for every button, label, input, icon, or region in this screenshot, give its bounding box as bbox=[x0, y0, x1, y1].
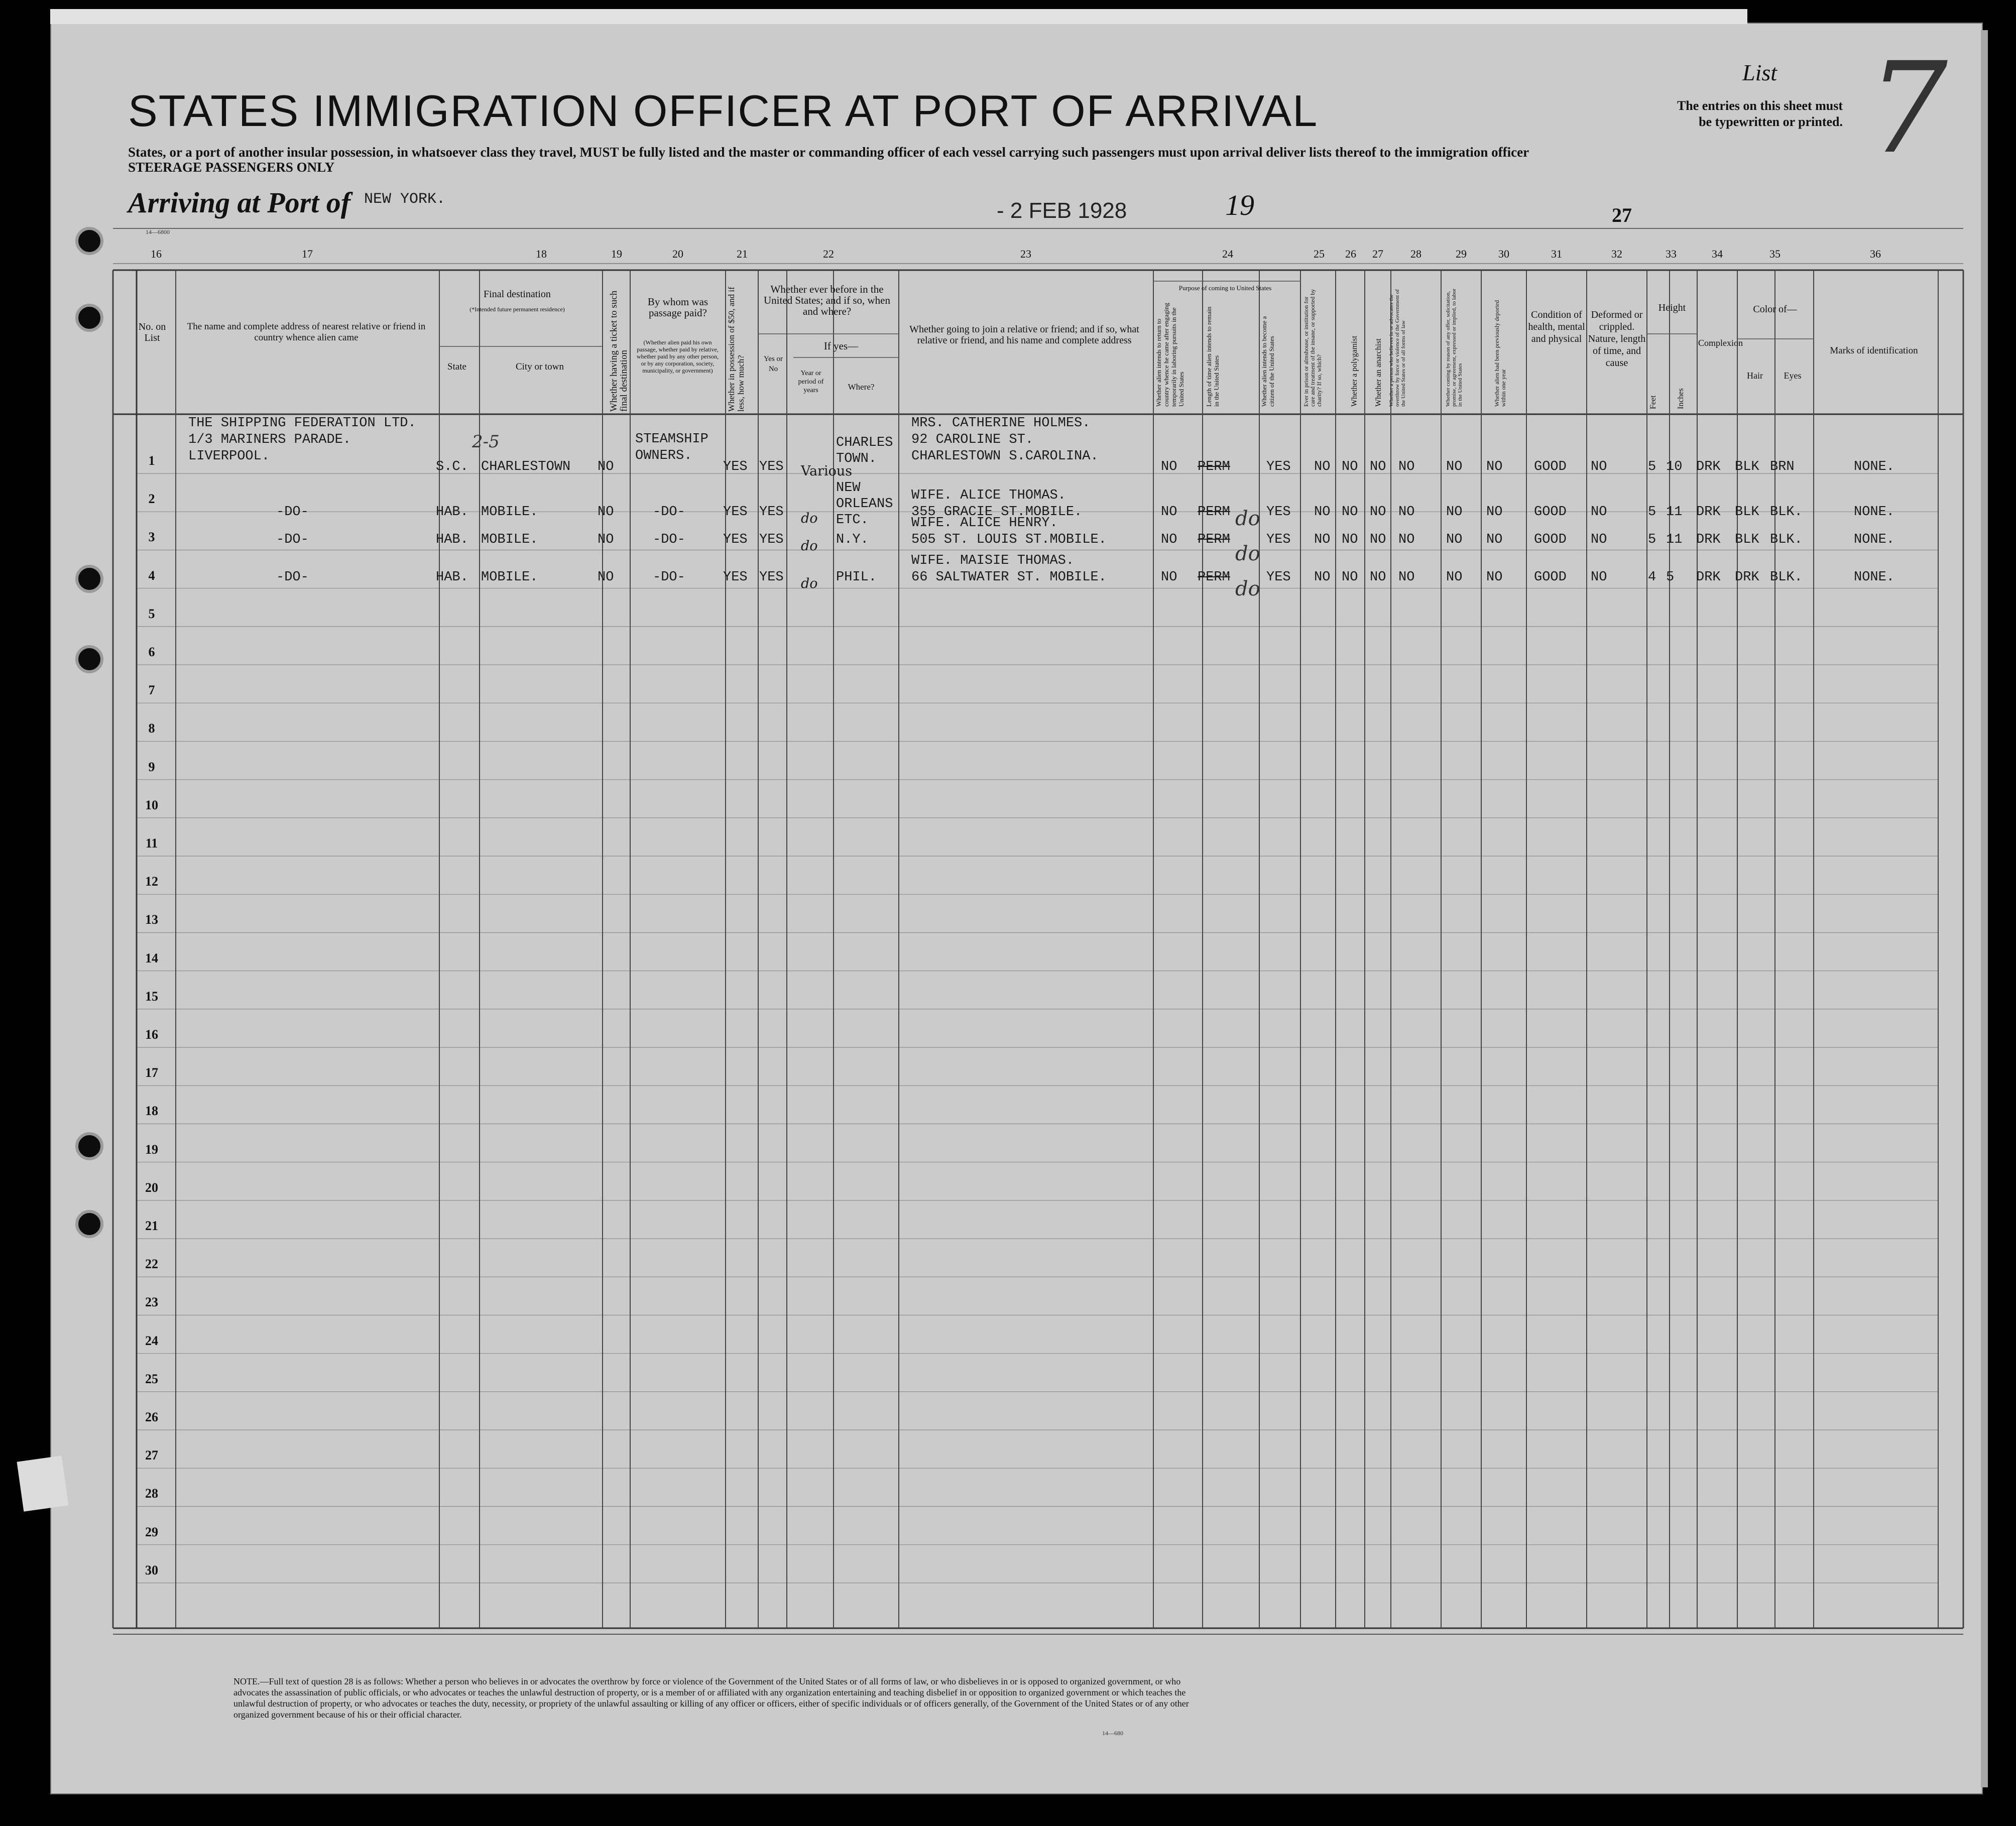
row-number: 21 bbox=[145, 1219, 158, 1233]
offer-value: NO bbox=[1446, 505, 1463, 520]
deformed-value: NO bbox=[1591, 505, 1607, 520]
complexion-value: DRK bbox=[1696, 532, 1721, 547]
eye-color: BRN bbox=[1770, 459, 1795, 474]
col20-header: By whom was passage paid? bbox=[647, 296, 708, 319]
column-number: 19 bbox=[611, 248, 622, 260]
dest-city: CHARLESTOWN bbox=[481, 459, 571, 474]
anarchist-value: NO bbox=[1370, 459, 1386, 474]
ticket-value: NO bbox=[598, 459, 614, 474]
return-intent: NO bbox=[1161, 505, 1177, 520]
relative-address: -DO- bbox=[276, 570, 309, 585]
where-value: PHIL. bbox=[836, 570, 877, 585]
years-value: do bbox=[801, 576, 818, 591]
deported-value: NO bbox=[1486, 532, 1503, 547]
row-number: 20 bbox=[145, 1180, 158, 1195]
binding-hole bbox=[75, 1210, 103, 1238]
footnote-q28: NOTE.—Full text of question 28 is as follows: Whether a person who believes in or advocates the overthrow by force or violence of the Government of the United States or of all forms of law, or who disbelieves in or is opposed to organized government, or who advocates the assassination of public officials, or who advocates or teaches the unlawful destruction of property, or is a member of or affiliated with any organization entertaining and teaching disbelief in or opposition to organized government or which teaches the unlawful destruction of property, or who advocates or teaches the duty, necessity, or propriety of the unlawful assaulting or killing of any officer or officers, either of specific individuals or of officers generally, of the Government of the United States or of any other organized government because of his or their official character. bbox=[233, 1676, 1189, 1720]
handwritten-stamp: 2-5 bbox=[472, 432, 500, 452]
paid-by: OWNERS. bbox=[635, 448, 692, 463]
col21-header: Whether in possession of $50, and if less, how much? bbox=[727, 287, 746, 412]
row-number: 5 bbox=[148, 606, 155, 621]
ticket-value: NO bbox=[598, 570, 614, 585]
column-number: 17 bbox=[302, 248, 313, 260]
col24-header: Purpose of coming to United States bbox=[1178, 284, 1272, 292]
join-relative: 66 SALTWATER ST. MOBILE. bbox=[911, 570, 1107, 585]
return-intent: NO bbox=[1161, 459, 1177, 474]
col36-header: Marks of identification bbox=[1830, 345, 1918, 356]
row-number: 12 bbox=[145, 874, 158, 889]
col22-where: Where? bbox=[848, 382, 875, 392]
col23-header: Whether going to join a relative or friend; and if so, what relative or friend, and his name and complete address bbox=[909, 324, 1139, 346]
identification-marks: NONE. bbox=[1854, 532, 1895, 547]
column-number: 16 bbox=[151, 248, 162, 260]
dest-city: MOBILE. bbox=[481, 532, 538, 547]
height-feet: 5 bbox=[1648, 459, 1656, 474]
polygamist-value: NO bbox=[1342, 505, 1358, 520]
header-instruction: States, or a port of another insular possession, in whatsoever class they travel, MUST be fully listed and the master or commanding officer of each vessel carrying such passengers must upon arrival deliver lists thereof to the immigration officer bbox=[128, 145, 1529, 160]
row-number: 3 bbox=[148, 530, 155, 545]
ever-before: YES bbox=[759, 459, 784, 474]
col34-header: Complexion bbox=[1698, 338, 1743, 348]
row-number: 13 bbox=[145, 912, 158, 927]
col24-a-header: Whether alien intends to return to country whence he came after engaging temporarily in laboring pursuits in the United States bbox=[1155, 303, 1185, 407]
paid-by: STEAMSHIP bbox=[635, 432, 708, 447]
deported-value: NO bbox=[1486, 459, 1503, 474]
column-number: 21 bbox=[737, 248, 748, 260]
hair-color: DRK bbox=[1735, 570, 1759, 585]
join-relative: 92 CAROLINE ST. bbox=[911, 432, 1034, 447]
length-of-stay: PERM bbox=[1198, 570, 1230, 585]
list-label: List bbox=[1742, 60, 1777, 85]
join-relative: CHARLESTOWN S.CAROLINA. bbox=[911, 449, 1099, 464]
col33-inches: Inches bbox=[1677, 388, 1685, 409]
polygamist-value: NO bbox=[1342, 570, 1358, 585]
col24-c-header: Whether alien intends to become a citizen of the United States bbox=[1260, 316, 1275, 407]
col35-eyes: Eyes bbox=[1784, 371, 1802, 381]
paid-by: -DO- bbox=[653, 532, 685, 547]
form-number-top: 14—6800 bbox=[146, 228, 170, 235]
where-value: CHARLES bbox=[836, 435, 893, 450]
binding-hole bbox=[75, 565, 103, 593]
date-stamp: - 2 FEB 1928 bbox=[997, 198, 1127, 223]
page-title: STATES IMMIGRATION OFFICER AT PORT OF ARRIVAL bbox=[128, 86, 1319, 136]
column-number: 25 bbox=[1314, 248, 1325, 260]
identification-marks: NONE. bbox=[1854, 505, 1895, 520]
col27-header: Whether an anarchist bbox=[1374, 338, 1383, 407]
relative-address: -DO- bbox=[276, 532, 309, 547]
fifty-dollars: YES bbox=[723, 570, 748, 585]
height-feet: 5 bbox=[1648, 532, 1656, 547]
col17-header: The name and complete address of nearest relative or friend in country whence alien came bbox=[187, 321, 426, 343]
complexion-value: DRK bbox=[1696, 570, 1721, 585]
where-value: NEW bbox=[836, 480, 861, 496]
where-value: ETC. bbox=[836, 513, 869, 528]
fifty-dollars: YES bbox=[723, 532, 748, 547]
binding-hole bbox=[75, 227, 103, 255]
binding-hole bbox=[75, 1132, 103, 1160]
join-relative: MRS. CATHERINE HOLMES. bbox=[911, 416, 1091, 431]
join-relative: WIFE. ALICE HENRY. bbox=[911, 516, 1058, 531]
deformed-value: NO bbox=[1591, 570, 1607, 585]
overthrow-value: NO bbox=[1398, 570, 1415, 585]
polygamist-value: NO bbox=[1342, 532, 1358, 547]
return-intent: NO bbox=[1161, 570, 1177, 585]
row-number: 8 bbox=[148, 721, 155, 736]
column-number: 24 bbox=[1222, 248, 1233, 260]
col33-feet: Feet bbox=[1649, 395, 1657, 409]
column-number: 23 bbox=[1020, 248, 1031, 260]
row-number: 1 bbox=[148, 453, 155, 468]
binding-hole bbox=[75, 304, 103, 332]
dest-state: HAB. bbox=[436, 532, 468, 547]
year-prefix: 19 bbox=[1225, 189, 1254, 221]
citizen-intent: YES bbox=[1266, 459, 1291, 474]
row-number: 27 bbox=[145, 1448, 158, 1463]
row-number: 9 bbox=[148, 759, 155, 774]
col28-header: Whether a person who believes in or advocates the overthrow by force or violence of the Government of the United States or of all forms of law bbox=[1388, 289, 1406, 407]
col22-header: Whether ever before in the United States; and if so, when and where? bbox=[764, 283, 890, 317]
row-number: 7 bbox=[148, 683, 155, 698]
column-number: 33 bbox=[1666, 248, 1677, 260]
prison-value: NO bbox=[1314, 505, 1331, 520]
prison-value: NO bbox=[1314, 570, 1331, 585]
col32-header: Deformed or crippled. Nature, length of time, and cause bbox=[1588, 309, 1646, 369]
ever-before: YES bbox=[759, 505, 784, 520]
deported-value: NO bbox=[1486, 570, 1503, 585]
col26-header: Whether a polygamist bbox=[1350, 335, 1359, 407]
dest-state: HAB. bbox=[436, 570, 468, 585]
relative-address: LIVERPOOL. bbox=[188, 449, 270, 464]
health-value: GOOD bbox=[1534, 570, 1567, 585]
row-number: 30 bbox=[145, 1562, 158, 1577]
identification-marks: NONE. bbox=[1854, 570, 1895, 585]
identification-marks: NONE. bbox=[1854, 459, 1895, 474]
row-number: 19 bbox=[145, 1142, 158, 1157]
col25-header: Ever in prison or almshouse, or institution for care and treatment of the insane, or supported by charity? If so, which? bbox=[1302, 289, 1323, 407]
anarchist-value: NO bbox=[1370, 570, 1386, 585]
col18-subheader: (*Intended future permanent residence) bbox=[469, 306, 565, 313]
where-value: TOWN. bbox=[836, 451, 877, 466]
eye-color: BLK. bbox=[1770, 505, 1803, 520]
handwritten-do-3: do bbox=[1235, 577, 1260, 600]
prison-value: NO bbox=[1314, 532, 1331, 547]
citizen-intent: YES bbox=[1266, 532, 1291, 547]
deformed-value: NO bbox=[1591, 532, 1607, 547]
row-number: 24 bbox=[145, 1333, 158, 1348]
years-value: do bbox=[801, 511, 818, 526]
row-number: 29 bbox=[145, 1524, 158, 1539]
column-number: 18 bbox=[536, 248, 547, 260]
form-number: 14—680 bbox=[1102, 1730, 1123, 1737]
col16-header: No. on List bbox=[138, 321, 166, 343]
length-of-stay: PERM bbox=[1198, 532, 1230, 547]
paid-by: -DO- bbox=[653, 505, 685, 520]
health-value: GOOD bbox=[1534, 459, 1567, 474]
col33-header: Height bbox=[1658, 302, 1686, 313]
join-relative: WIFE. MAISIE THOMAS. bbox=[911, 553, 1075, 568]
overthrow-value: NO bbox=[1398, 505, 1415, 520]
join-relative: WIFE. ALICE THOMAS. bbox=[911, 488, 1066, 503]
column-number: 36 bbox=[1870, 248, 1881, 260]
column-number: 28 bbox=[1410, 248, 1421, 260]
eye-color: BLK. bbox=[1770, 532, 1803, 547]
column-number: 30 bbox=[1498, 248, 1509, 260]
health-value: GOOD bbox=[1534, 532, 1567, 547]
dest-state: S.C. bbox=[436, 459, 468, 474]
relative-address: THE SHIPPING FEDERATION LTD. bbox=[188, 416, 416, 431]
col29-header: Whether coming by reason of any offer, solicitation, promise, or agreement, expressed or implied, to labor in the United States bbox=[1445, 288, 1463, 407]
row-number: 10 bbox=[145, 797, 158, 812]
fifty-dollars: YES bbox=[723, 505, 748, 520]
col18-city: City or town bbox=[515, 361, 564, 372]
handwritten-do-2: do bbox=[1235, 542, 1260, 565]
row-number: 18 bbox=[145, 1104, 158, 1119]
offer-value: NO bbox=[1446, 570, 1463, 585]
col18-header: Final destination bbox=[484, 289, 551, 300]
citizen-intent: YES bbox=[1266, 570, 1291, 585]
where-value: ORLEANS bbox=[836, 497, 893, 512]
column-number: 20 bbox=[672, 248, 683, 260]
col35-hair: Hair bbox=[1747, 371, 1763, 381]
row-number: 6 bbox=[148, 645, 155, 659]
join-relative: 505 ST. LOUIS ST.MOBILE. bbox=[911, 532, 1107, 547]
complexion-value: DRK bbox=[1696, 505, 1721, 520]
column-number: 26 bbox=[1345, 248, 1356, 260]
complexion-value: DRK bbox=[1696, 459, 1721, 474]
header-steerage: STEERAGE PASSENGERS ONLY bbox=[128, 160, 335, 175]
row-number: 25 bbox=[145, 1371, 158, 1386]
return-intent: NO bbox=[1161, 532, 1177, 547]
col18-state: State bbox=[447, 361, 466, 372]
length-of-stay: PERM bbox=[1198, 459, 1230, 474]
deported-value: NO bbox=[1486, 505, 1503, 520]
column-number: 35 bbox=[1769, 248, 1781, 260]
hair-color: BLK bbox=[1735, 505, 1759, 520]
where-value: N.Y. bbox=[836, 532, 869, 547]
col31-header: Condition of health, mental and physical bbox=[1528, 309, 1585, 344]
binding-hole bbox=[75, 645, 103, 673]
column-number: 27 bbox=[1372, 248, 1383, 260]
ever-before: YES bbox=[759, 570, 784, 585]
dest-state: HAB. bbox=[436, 505, 468, 520]
row-number: 23 bbox=[145, 1295, 158, 1310]
height-feet: 5 bbox=[1648, 505, 1656, 520]
hair-color: BLK bbox=[1735, 532, 1759, 547]
handwritten-do-1: do bbox=[1235, 507, 1260, 530]
anarchist-value: NO bbox=[1370, 532, 1386, 547]
years-value: do bbox=[801, 538, 818, 554]
fifty-dollars: YES bbox=[723, 459, 748, 474]
overthrow-value: NO bbox=[1398, 459, 1415, 474]
row-number: 15 bbox=[145, 989, 158, 1004]
relative-address: 1/3 MARINERS PARADE. bbox=[188, 432, 351, 447]
join-relative: 355 GRACIE ST.MOBILE. bbox=[911, 505, 1083, 520]
row-number: 16 bbox=[145, 1027, 158, 1042]
col20-subheader: (Whether alien paid his own passage, whether paid by relative, whether paid by any other person, or by any corporation, society, municipality, or government) bbox=[636, 339, 719, 374]
height-inches: 10 bbox=[1666, 459, 1683, 474]
port-value: NEW YORK. bbox=[364, 191, 446, 208]
paid-by: -DO- bbox=[653, 570, 685, 585]
eye-color: BLK. bbox=[1770, 570, 1803, 585]
height-inches: 11 bbox=[1666, 505, 1683, 520]
dest-city: MOBILE. bbox=[481, 505, 538, 520]
row-number: 14 bbox=[145, 950, 158, 965]
ticket-value: NO bbox=[598, 505, 614, 520]
height-feet: 4 bbox=[1648, 570, 1656, 585]
row-number: 2 bbox=[148, 492, 155, 507]
year-suffix: 27 bbox=[1612, 204, 1632, 226]
years-value: Various bbox=[801, 463, 853, 479]
col24-b-header: Length of time alien intends to remain in the United States bbox=[1205, 306, 1220, 407]
hair-color: BLK bbox=[1735, 459, 1759, 474]
col19-header: Whether having a ticket to such final destination bbox=[609, 290, 629, 412]
column-number: 29 bbox=[1456, 248, 1467, 260]
column-number: 31 bbox=[1551, 248, 1562, 260]
row-number: 4 bbox=[148, 568, 155, 583]
anarchist-value: NO bbox=[1370, 505, 1386, 520]
offer-value: NO bbox=[1446, 532, 1463, 547]
list-number: 7 bbox=[1868, 35, 1948, 181]
offer-value: NO bbox=[1446, 459, 1463, 474]
typewritten-note: The entries on this sheet must be typewritten or printed. bbox=[1677, 98, 1843, 129]
ever-before: YES bbox=[759, 532, 784, 547]
torn-paper bbox=[17, 1455, 68, 1512]
length-of-stay: PERM bbox=[1198, 505, 1230, 520]
col35-header: Color of— bbox=[1753, 304, 1797, 315]
overthrow-value: NO bbox=[1398, 532, 1415, 547]
column-number: 32 bbox=[1611, 248, 1622, 260]
health-value: GOOD bbox=[1534, 505, 1567, 520]
column-number: 22 bbox=[823, 248, 834, 260]
col22-ifyes: If yes— bbox=[823, 340, 859, 352]
height-inches: 11 bbox=[1666, 532, 1683, 547]
col30-header: Whether alien had been previously deported within one year bbox=[1493, 300, 1507, 407]
row-number: 28 bbox=[145, 1486, 158, 1501]
row-number: 17 bbox=[145, 1065, 158, 1080]
prison-value: NO bbox=[1314, 459, 1331, 474]
relative-address: -DO- bbox=[276, 505, 309, 520]
row-number: 11 bbox=[145, 836, 158, 850]
ticket-value: NO bbox=[598, 532, 614, 547]
arriving-label: Arriving at Port of bbox=[128, 186, 351, 219]
deformed-value: NO bbox=[1591, 459, 1607, 474]
column-number: 34 bbox=[1712, 248, 1723, 260]
row-number: 26 bbox=[145, 1410, 158, 1424]
col22-yesno: Yes or No bbox=[763, 355, 783, 373]
citizen-intent: YES bbox=[1266, 505, 1291, 520]
col22-year: Year or period of years bbox=[798, 370, 824, 394]
dest-city: MOBILE. bbox=[481, 570, 538, 585]
polygamist-value: NO bbox=[1342, 459, 1358, 474]
height-inches: 5 bbox=[1666, 570, 1675, 585]
row-number: 22 bbox=[145, 1257, 158, 1272]
